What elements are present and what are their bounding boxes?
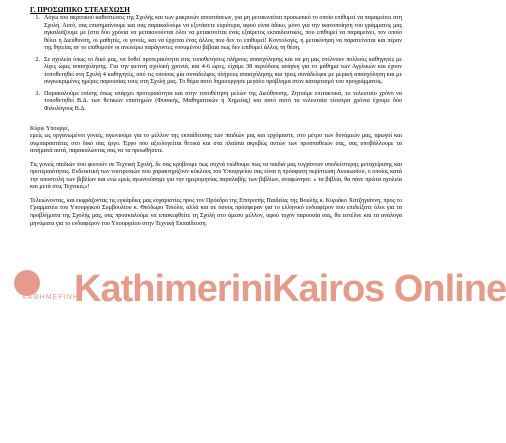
list-item xyxy=(30,57,402,87)
item-text: Παρακαλούμε επίσης όπως υπάρχει προτεραιότητα και στην τοποθέτηση μελών της Διεύθυνσης. Ζητούμε επιτακτικά, το τελευταίο χρόνο να τοποθετηθεί Β.Δ. των θετικών επιστημών (Φυσικής, Μαθηματικών ή Χημείας) και αυτό αυτό τα τελευταία τέσσερα χρόνια έχουμε δύο Φιλολόγους Β.Δ. xyxy=(44,90,402,113)
watermark-subtext: ΚΑΘΗΜΕΡΙΝΗ xyxy=(22,294,79,301)
paragraph: Τις γονείς παιδιών που φοιτούν σε Τεχνική Σχολή, δε σας κρύβουμε πως συχνά νιώθουμε πως τα παιδιά μας τυγχάνουν υποδεέστερης μεταχείρισης και προτεραιότητας. Ενδεικτική των νοοτροπιών που χαρακτηρίζουν κύκλους του Υπουργείου σας είναι η πρόσφατη περίπτωση Λευκωσίου, ο οποίος κατά την αποστολή των βιβλίων και ενώ εμείς αγωνιούσαμε για την ημερομηνίας παραλαβής των βιβλίων, αναφώνησε: « τα βιβλία, θα πάνε πρώτα σχολεία και μετά στις Τεχνικές»! xyxy=(30,161,402,191)
item-number: 2. xyxy=(35,56,40,63)
item-number: 3. xyxy=(35,90,40,97)
watermark xyxy=(14,268,506,310)
watermark-text: KathimeriniKairos Online xyxy=(74,268,506,310)
list-item xyxy=(30,91,402,114)
item-text: Λόγω του ακριτικού καθεστώτος της Σχολής και των μακρινών αποστάσεων, για μη μετακινείται προσωπικό το οποίο επιθυμεί να παραμείνει στη Σχολή. Αυτό, σας επισημαίνουμε και σας παρακαλούμε να εξετάσετε ευρύτερα, αφού είναι άδικο, μόνο για την ικανοποίηση του γράμματος μας αγκαλιάζουμε με (στα δύο χρόνια να μετακινούνται όλοι να μετακινείται ένας εξαίρετος εκπαιδευτικός, που επιθυμεί να παραμείνει, τον οποίο θέλει η Διεύθυνση, οι μαθητές, οι γονείς, και να έρχεται ένας άλλος που δεν το επιθυμεί! Κοντολογίς, η μετακίνηση να παρατείνεται και πέραν της θητείας αν το επιθυμούν οι ανωτέρω παράγοντες νοουμένου βέβαια πως δεν επιθυμεί άλλος τη θέση. xyxy=(44,15,402,52)
paragraph: εμείς ως οργανωμένοι γονείς, αγωνιούμε για το μέλλον της εκπαίδευσης των παιδιών μας και ερχόμαστε, στο μέτρο των δυνάμεών μας, αρωγοί και συμπαραστάτες στο δικό σας έργο. Έργο που αξιολογείται θετικά και στα πλαίσια ακριβώς αυτών των προσπαθειών σας, σας υποβάλλουμε τα αιτήματά αυτά, παρακαλώντας σας να τα προωθήσετε. xyxy=(30,133,402,155)
list-item xyxy=(30,15,402,53)
item-text: Σε σχολεία όπως το δικό μας, να δοθεί προτεραιότητα στις τοποθετήσεις πλήρους απασχόλησης και να μη μας στέλνουν πολλούς καθηγητές με λίγες ώρες απασχόλησης. Για την φετινή σχολική χρονιά, και 4-6 ώρες, είχαμε 38 περιόδους ανάγκη για το μάθημα των Αγγλικών και έχουν τοποθετηθεί στη Σχολή 4 καθηγητές, από τις οποίους μία συνάδελφος πλήρους απασχόλησης και τρεις συνάδελφοι με μερική απασχόληση και με συγκεκριμένες ημέρες παρουσίας τους στη Σχολή μας. Το θέμα αυτό δημιουργησε μεγάλο πρόβλημα στον καταρτισμό του προγράμματος. xyxy=(44,56,402,86)
item-number: 1. xyxy=(35,15,40,21)
salutation: Κύριε Υπουργέ, xyxy=(30,125,70,132)
section-heading: Γ. ΠΡΟΣΩΠΙΚΟ ΣΤΕΛΕΧΩΣΗ xyxy=(30,6,130,14)
watermark-logo-icon xyxy=(14,270,40,296)
document-page xyxy=(30,6,402,228)
paragraph: Τελειώνοντας, και εκφράζοντας τις εγκάρδιες μας ευχαριστίες προς τον Πρόεδρο της Επιτροπής Παιδείας της Βουλής κ. Κυριάκο Χατζηγιάννη, προς το Γραμματέα του Υπουργικού Συμβουλίου κ. Θεόδωρο Τσιόλα, αλλά και σε όσους πρόσφεραν για το ελληνικό ενδιαφέρον που επιδείξατε όλοι για τα προβλήματα της Σχολής μας, σας προσκαλούμε να επισκεφθείτε τη Σχολή στο άμεσο μέλλον, αφού τυχόν παρουσία σας, θα εστέλνε και τα ανάλογα μηνύματα για το ενδιαφέρον του Υπουργείου στην Τεχνική Εκπαίδευση. xyxy=(30,197,402,227)
